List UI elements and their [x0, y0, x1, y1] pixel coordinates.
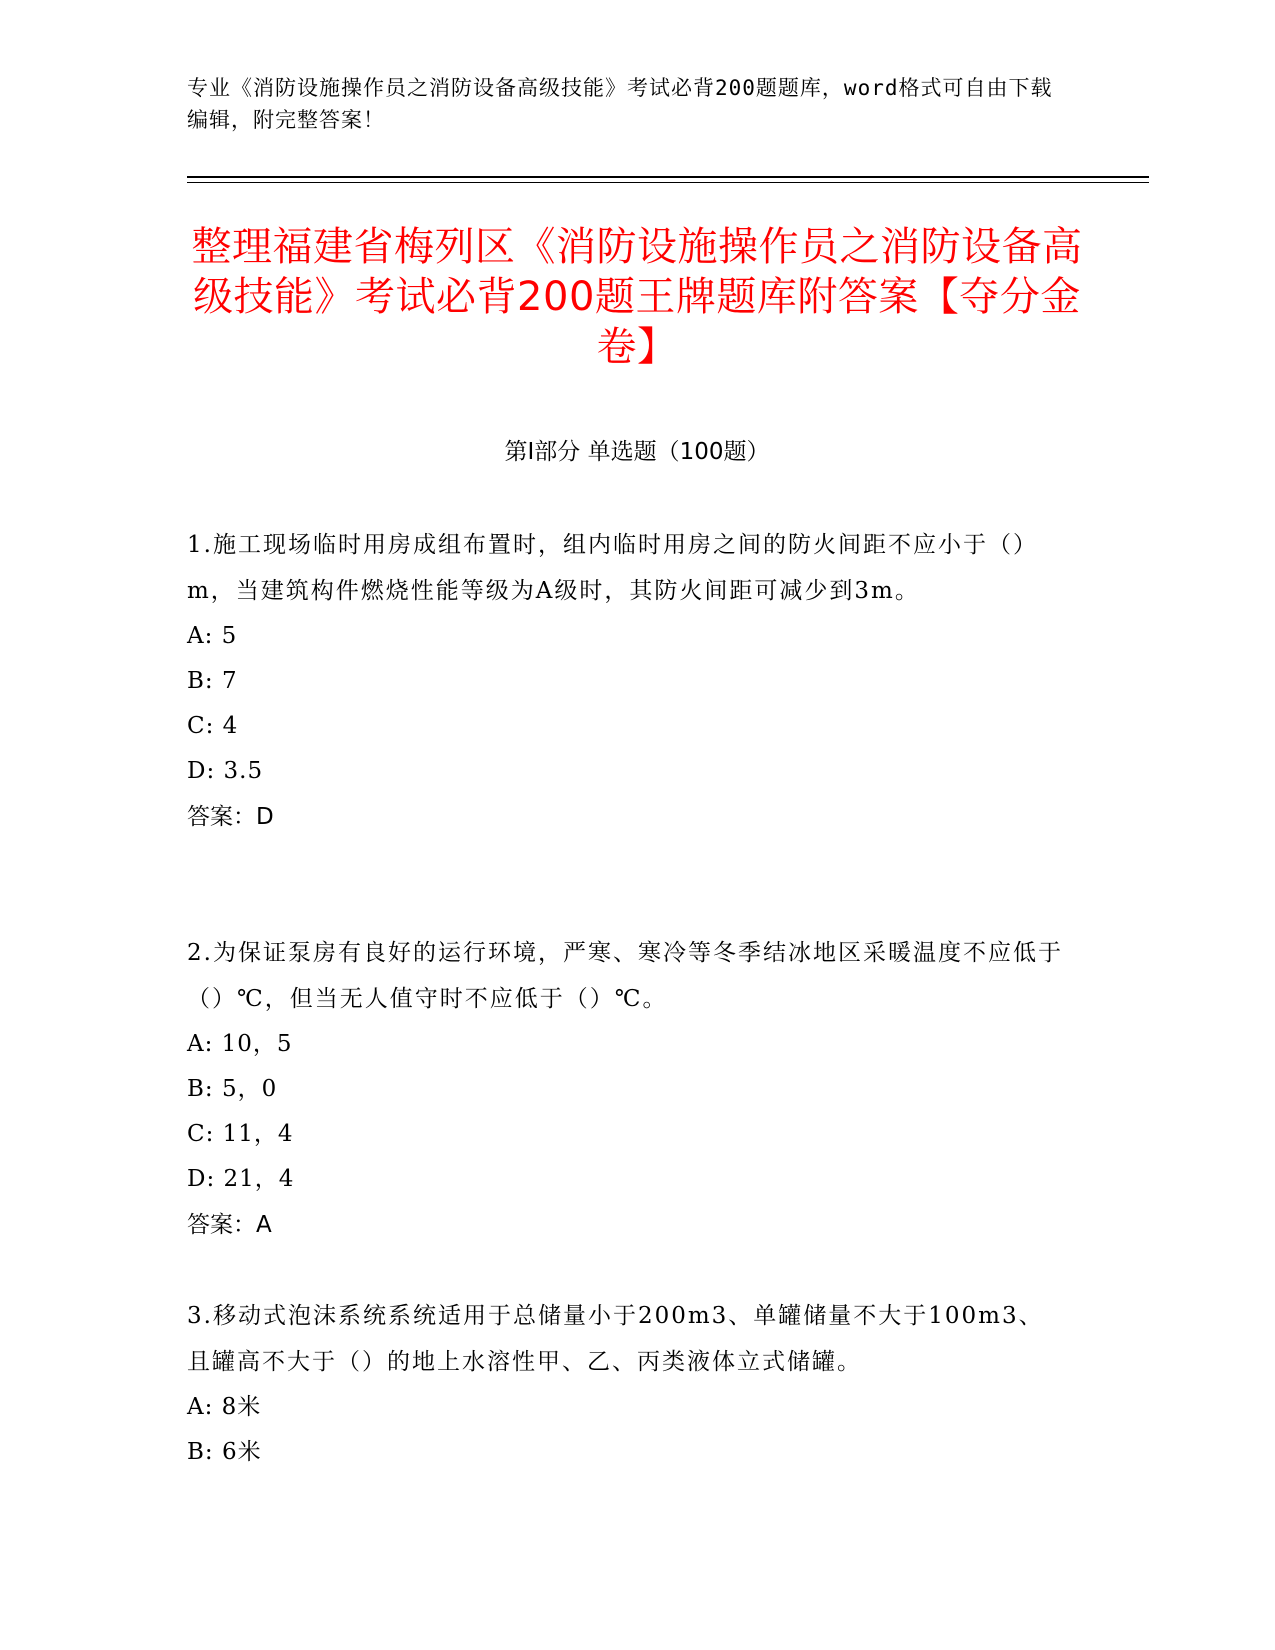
option-c: C: 4 — [187, 713, 239, 739]
question-stem: 3.移动式泡沫系统系统适用于总储量小于200m3、单罐储量不大于100m3、且罐高不大于（）的地上水溶性甲、乙、丙类液体立式储罐。 — [187, 1303, 1044, 1375]
answer: 答案：D — [187, 804, 274, 830]
document-title: 整理福建省梅列区《消防设施操作员之消防设备高级技能》考试必背200题王牌题库附答案【夺分金卷】 — [191, 224, 1083, 370]
section-title: 第Ⅰ部分 单选题（100题） — [504, 439, 770, 465]
option-a: A: 5 — [187, 623, 238, 649]
question-3 — [187, 1293, 1067, 1475]
option-b: B: 6米 — [187, 1439, 262, 1465]
option-a: A: 10，5 — [187, 1031, 293, 1057]
option-d: D: 21，4 — [187, 1166, 295, 1192]
question-1 — [187, 522, 1067, 840]
question-2 — [187, 930, 1067, 1248]
option-b: B: 5，0 — [187, 1076, 278, 1102]
option-a: A: 8米 — [187, 1394, 262, 1420]
question-stem: 1.施工现场临时用房成组布置时，组内临时用房之间的防火间距不应小于（）m，当建筑构件燃烧性能等级为A级时，其防火间距可减少到3m。 — [187, 532, 1038, 604]
answer: 答案：A — [187, 1212, 272, 1238]
option-b: B: 7 — [187, 668, 238, 694]
document-header: 专业《消防设施操作员之消防设备高级技能》考试必背200题题库，word格式可自由下载编辑，附完整答案！ — [187, 76, 1053, 132]
option-d: D: 3.5 — [187, 758, 264, 784]
option-c: C: 11，4 — [187, 1121, 294, 1147]
header-rule-thin — [187, 182, 1149, 183]
header-rule-thick — [187, 176, 1149, 178]
question-stem: 2.为保证泵房有良好的运行环境，严寒、寒冷等冬季结冰地区采暖温度不应低于（）℃，但当无人值守时不应低于（）℃。 — [187, 940, 1063, 1012]
